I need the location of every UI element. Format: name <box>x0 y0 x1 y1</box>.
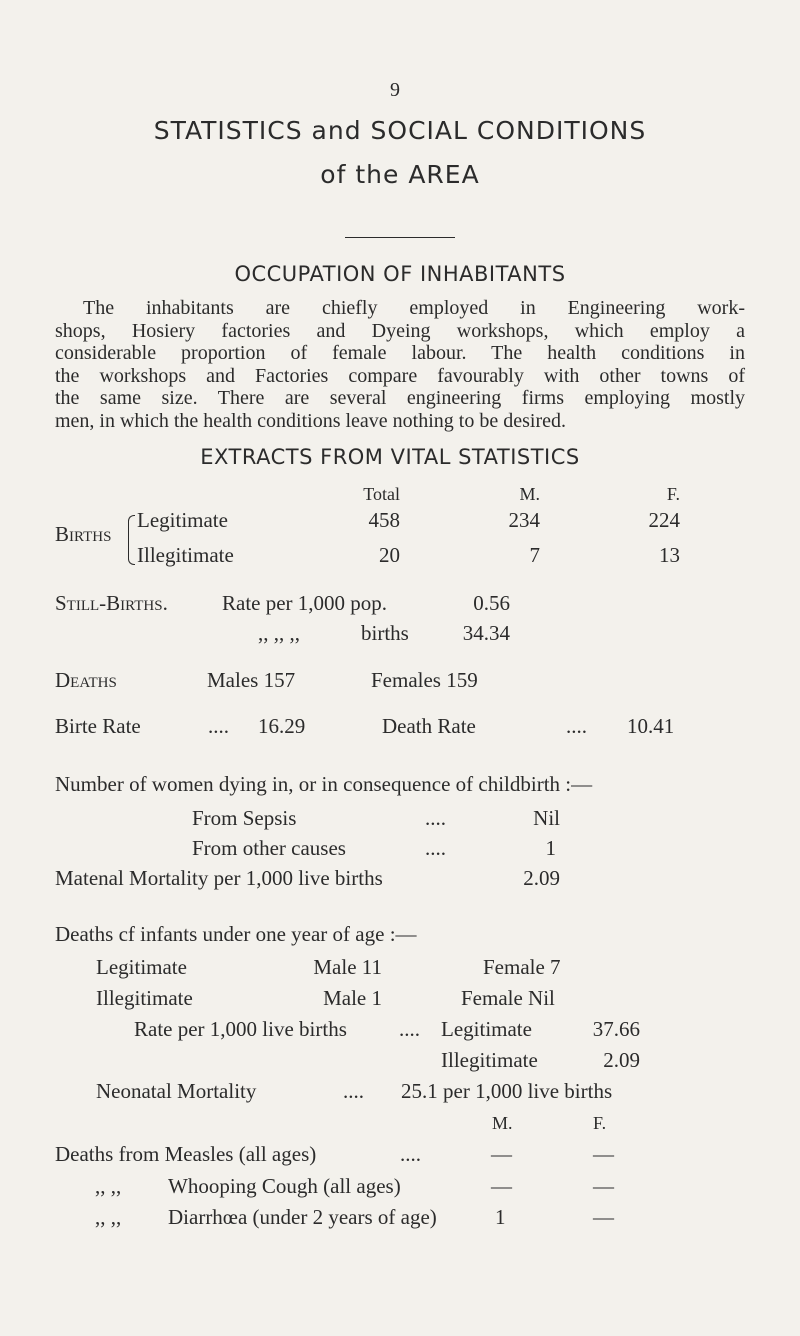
leader-dots: .... <box>425 806 446 830</box>
occupation-heading: OCCUPATION OF INHABITANTS <box>234 262 566 286</box>
whooping-cough-m: — <box>491 1174 512 1198</box>
still-rate-pop-label: Rate per 1,000 pop. <box>222 591 388 615</box>
leader-dots: .... <box>566 714 587 738</box>
deaths-males: Males 157 <box>207 668 296 692</box>
maternal-mortality-label: Matenal Mortality per 1,000 live births <box>55 866 383 890</box>
measles-f: — <box>593 1142 614 1166</box>
illegitimate-total: 20 <box>379 543 400 567</box>
infant-illegitimate-female: Female Nil <box>461 986 555 1010</box>
birth-rate-label: Birte Rate <box>55 714 141 738</box>
still-births-label: Still-Births. <box>55 591 168 615</box>
infant-rate-label: Rate per 1,000 live births <box>134 1017 347 1041</box>
paragraph-line: shops, Hosiery factories and Dyeing workshops, which employ a <box>55 319 745 342</box>
col-total-header: Total <box>363 484 400 504</box>
other-causes-value: 1 <box>545 836 556 860</box>
death-rate-value: 10.41 <box>627 714 675 738</box>
paragraph-line: the workshops and Factories compare favourably with other towns of <box>55 364 745 387</box>
occupation-paragraph <box>55 297 745 432</box>
legitimate-m: 234 <box>508 508 540 532</box>
page-number: 9 <box>390 79 400 101</box>
leader-dots: .... <box>399 1017 420 1041</box>
maternal-mortality-value: 2.09 <box>523 866 560 890</box>
illegitimate-f: 13 <box>659 543 680 567</box>
leader-dots: .... <box>208 714 229 738</box>
still-rate-births-value: 34.34 <box>462 621 510 645</box>
infant-rate-legitimate-label: Legitimate <box>441 1017 532 1041</box>
whooping-cough-label: Whooping Cough (all ages) <box>168 1174 401 1198</box>
illegitimate-label: Illegitimate <box>137 543 234 567</box>
disease-col-m-header: M. <box>492 1113 513 1133</box>
col-m-header: M. <box>519 484 540 504</box>
births-brace <box>128 515 135 565</box>
diarrhoea-f: — <box>593 1205 614 1229</box>
deaths-females: Females 159 <box>371 668 478 692</box>
sepsis-label: From Sepsis <box>192 806 297 830</box>
illegitimate-m: 7 <box>529 543 540 567</box>
paragraph-line: the same size. There are several engineering firms employing mostly <box>55 387 745 409</box>
diarrhoea-label: Diarrhœa (under 2 years of age) <box>168 1205 437 1229</box>
ditto-marks: ,, ,, <box>95 1174 122 1198</box>
births-label: Births <box>55 522 112 546</box>
infants-intro: Deaths cf infants under one year of age :— <box>55 922 417 946</box>
paragraph-line: The inhabitants are chiefly employed in Engineering work- <box>83 297 745 319</box>
infant-rate-legitimate-value: 37.66 <box>592 1017 640 1041</box>
disease-col-f-header: F. <box>593 1113 607 1133</box>
ditto-marks: ,, ,, <box>95 1205 122 1229</box>
legitimate-f: 224 <box>648 508 680 532</box>
other-causes-label: From other causes <box>192 836 346 860</box>
sepsis-value: Nil <box>533 806 560 830</box>
infant-illegitimate-male: Male 1 <box>323 986 382 1010</box>
paragraph-line: considerable proportion of female labour. The health conditions in <box>55 342 745 364</box>
death-rate-label: Death Rate <box>382 714 476 738</box>
infant-legitimate-female: Female 7 <box>483 955 561 979</box>
neonatal-label: Neonatal Mortality <box>96 1079 257 1103</box>
neonatal-value: 25.1 per 1,000 live births <box>401 1079 613 1103</box>
birth-rate-value: 16.29 <box>258 714 306 738</box>
measles-m: — <box>491 1142 512 1166</box>
infant-legitimate-label: Legitimate <box>96 955 187 979</box>
childbirth-intro: Number of women dying in, or in consequence of childbirth :— <box>55 772 593 796</box>
infant-legitimate-male: Male 11 <box>313 955 382 979</box>
leader-dots: .... <box>400 1142 421 1166</box>
extracts-heading: EXTRACTS FROM VITAL STATISTICS <box>200 445 580 469</box>
diarrhoea-m: 1 <box>495 1205 506 1229</box>
infant-illegitimate-label: Illegitimate <box>96 986 193 1010</box>
still-rate-pop-value: 0.56 <box>473 591 510 615</box>
legitimate-label: Legitimate <box>137 508 228 532</box>
page-subtitle: of the AREA <box>320 160 480 189</box>
infant-rate-illegitimate-label: Illegitimate <box>441 1048 538 1072</box>
whooping-cough-f: — <box>593 1174 614 1198</box>
col-f-header: F. <box>666 484 680 504</box>
deaths-label: Deaths <box>55 668 117 692</box>
leader-dots: .... <box>425 836 446 860</box>
legitimate-total: 458 <box>368 508 400 532</box>
paragraph-line: men, in which the health conditions leave nothing to be desired. <box>55 409 566 432</box>
ditto-marks: ,, ,, ,, <box>258 621 300 645</box>
infant-rate-illegitimate-value: 2.09 <box>603 1048 640 1072</box>
title-divider <box>345 237 455 238</box>
page-title: STATISTICS and SOCIAL CONDITIONS <box>153 116 647 145</box>
leader-dots: .... <box>343 1079 364 1103</box>
still-rate-births-word: births <box>361 621 409 645</box>
measles-label: Deaths from Measles (all ages) <box>55 1142 317 1166</box>
